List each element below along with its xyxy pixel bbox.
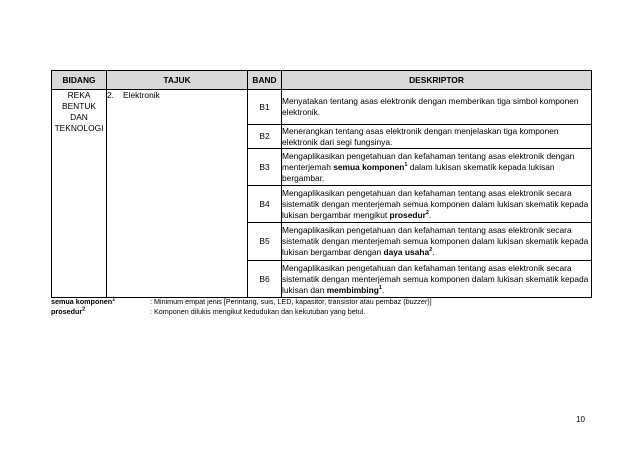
rubric-body bbox=[52, 90, 592, 298]
bidang-line: REKA bbox=[67, 90, 91, 100]
tajuk-number: 2. bbox=[107, 90, 114, 100]
bidang-line: BENTUK bbox=[62, 101, 96, 111]
footnote-text: )] bbox=[427, 297, 432, 306]
descriptor-bold-text: semua komponen bbox=[333, 161, 405, 172]
footnote-marker: 1 bbox=[112, 296, 116, 303]
descriptor-bold-text: 1 bbox=[404, 161, 408, 168]
header-tajuk: TAJUK bbox=[107, 71, 248, 90]
descriptor-bold-text: 2 bbox=[429, 247, 433, 254]
descriptor-bold-text: daya usaha bbox=[383, 247, 430, 257]
descriptor-cell bbox=[282, 186, 592, 223]
descriptor-text: Mengaplikasikan pengetahuan dan kefahaman tentang asas elektronik secara sistematik dengan menterjemah semua komponen dalam lukisan skematik kepada lukisan bergambar mengikut bbox=[282, 187, 589, 220]
band-cell: B6 bbox=[248, 261, 282, 298]
band-cell: B1 bbox=[248, 90, 282, 125]
footnote-italic-text: buzzer bbox=[405, 297, 428, 306]
rubric-table bbox=[51, 70, 592, 298]
footnote-term bbox=[51, 297, 150, 307]
header-deskriptor: DESKRIPTOR bbox=[282, 71, 592, 90]
descriptor-cell bbox=[282, 223, 592, 261]
bidang-cell bbox=[52, 90, 107, 298]
footnote-marker: 2 bbox=[82, 306, 86, 313]
bidang-line: DAN bbox=[70, 112, 88, 122]
footnote-term bbox=[51, 307, 150, 317]
descriptor-text: Mengaplikasikan pengetahuan dan kefahaman tentang asas elektronik dengan menterjemah bbox=[282, 150, 575, 172]
footnote-term-text: semua komponen bbox=[51, 297, 113, 306]
descriptor-text: dalam lukisan skematik kepada lukisan bergambar. bbox=[282, 161, 555, 183]
descriptor-text: Menerangkan tentang asas elektronik dengan menjelaskan tiga komponen elektronik dari segi fungsinya. bbox=[282, 125, 559, 147]
descriptor-bold-text: membimbing bbox=[326, 284, 379, 295]
descriptor-text: Menyatakan tentang asas elektronik dengan memberikan tiga simbol komponen elektronik. bbox=[282, 96, 579, 117]
table-row bbox=[52, 90, 592, 125]
tajuk-label: Elektronik bbox=[123, 90, 160, 100]
header-band: BAND bbox=[248, 71, 282, 90]
band-cell: B2 bbox=[248, 125, 282, 149]
band-cell: B5 bbox=[248, 223, 282, 261]
descriptor-text: Mengaplikasikan pengetahuan dan kefahaman tentang asas elektronik secara sistematik dengan menterjemah semua komponen dalam lukisan skematik kepada lukisan bergambar dengan bbox=[282, 225, 589, 257]
descriptor-cell bbox=[282, 90, 592, 125]
header-bidang: BIDANG bbox=[52, 71, 107, 90]
footnote-definition bbox=[150, 297, 432, 307]
descriptor-bold-text: prosedur bbox=[389, 209, 426, 220]
descriptor-text: . bbox=[432, 247, 435, 257]
page-number: 10 bbox=[576, 415, 585, 424]
descriptor-text: . bbox=[381, 284, 385, 295]
band-cell: B4 bbox=[248, 186, 282, 223]
footnote-row bbox=[51, 297, 591, 307]
descriptor-text: . bbox=[428, 209, 432, 220]
descriptor-text: Mengaplikasikan pengetahuan dan kefahaman tentang asas elektronik secara sistematik dengan menterjemah semua komponen dalam lukisan skematik kepada lukisan dan bbox=[282, 262, 589, 295]
descriptor-cell bbox=[282, 261, 592, 298]
descriptor-cell bbox=[282, 149, 592, 186]
footnote-term-text: prosedur bbox=[51, 307, 83, 316]
descriptor-cell bbox=[282, 125, 592, 149]
header-row bbox=[52, 71, 592, 90]
footnote-text: : Minimum empat jenis [Perintang, suis, LED, kapasitor, transistor atau pembaz ( bbox=[150, 297, 406, 306]
bidang-line: TEKNOLOGI bbox=[54, 123, 104, 133]
footnote-row bbox=[51, 307, 591, 317]
descriptor-bold-text: 2 bbox=[425, 209, 429, 216]
footnote-text: : Komponen dilukis mengikut kedudukan dan kekutuban yang betul. bbox=[150, 307, 366, 316]
tajuk-cell bbox=[107, 90, 248, 298]
descriptor-bold-text: 1 bbox=[378, 284, 382, 291]
footnote-definition bbox=[150, 307, 365, 317]
footnotes bbox=[51, 297, 591, 317]
band-cell: B3 bbox=[248, 149, 282, 186]
